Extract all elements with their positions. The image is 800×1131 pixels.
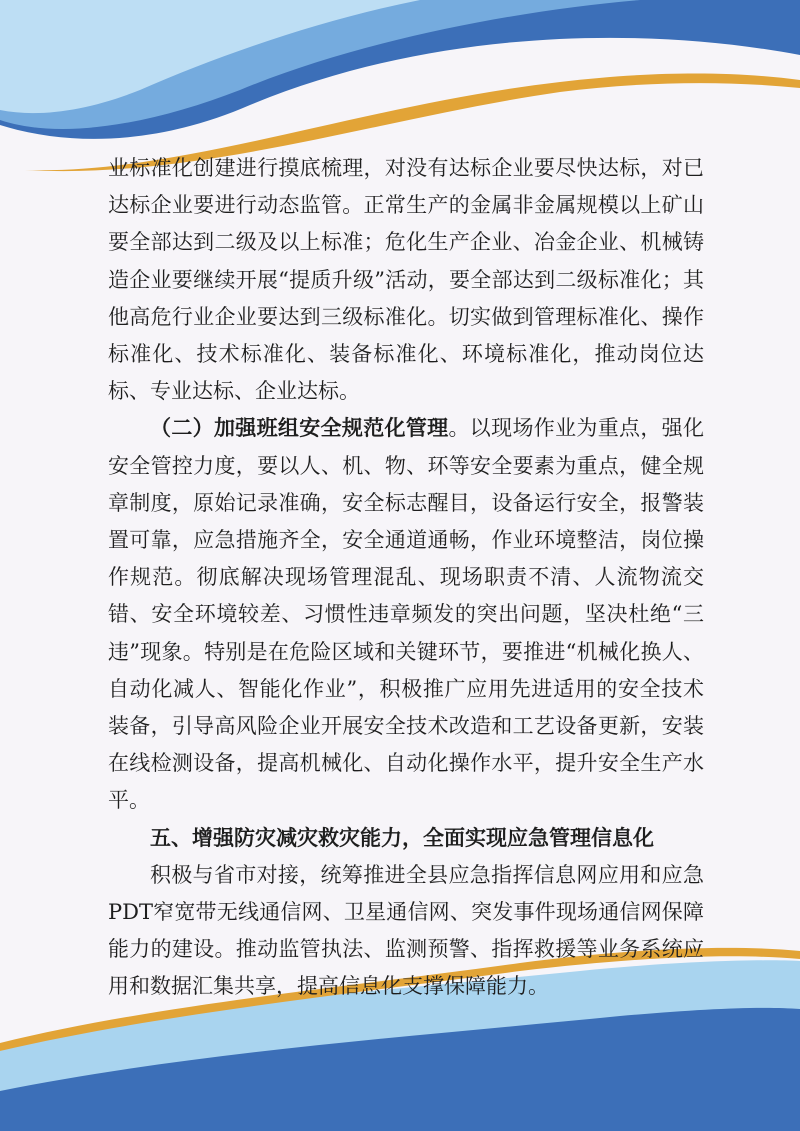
section-heading: 五、增强防灾减灾救灾能力，全面实现应急管理信息化 (150, 825, 654, 850)
paragraph-continuation (108, 150, 704, 410)
paragraph-informatization (108, 857, 704, 1006)
document-body (108, 150, 704, 1006)
paragraph-text: 。以现场作业为重点，强化安全管控力度，要以人、机、物、环等安全要素为重点，健全规章制度，原始记录准确，安全标志醒目，设备运行安全，报警装置可靠，应急措施齐全，安全通道通畅，作业环境整洁，岗位操作规范。彻底解决现场管理混乱、现场职责不清、人流物流交错、安全环境较差、习惯性违章频发的突出问题，坚决杜绝“三违”现象。特别是在危险区域和关键环节，要推进“机械化换人、自动化减人、智能化作业”，积极推广应用先进适用的安全技术装备，引导高风险企业开展安全技术改造和工艺设备更新，安装在线检测设备，提高机械化、自动化操作水平，提升安全生产水平。 (108, 416, 705, 813)
paragraph-text: 积极与省市对接，统筹推进全县应急指挥信息网应用和应急PDT窄宽带无线通信网、卫星通信网、突发事件现场通信网保障能力的建设。推动监管执法、监测预警、指挥救援等业务系统应用和数据汇集共享，提高信息化支撑保障能力。 (108, 862, 704, 999)
paragraph-text: 业标准化创建进行摸底梳理，对没有达标企业要尽快达标，对已达标企业要进行动态监管。正常生产的金属非金属规模以上矿山要全部达到二级及以上标准；危化生产企业、冶金企业、机械铸造企业要继续开展“提质升级”活动，要全部达到二级标准化；其他高危行业企业要达到三级标准化。切实做到管理标准化、操作标准化、技术标准化、装备标准化、环境标准化，推动岗位达标、专业达标、企业达标。 (108, 156, 704, 404)
paragraph-team-safety (108, 410, 704, 819)
paragraph-lead: （二）加强班组安全规范化管理 (150, 416, 449, 441)
